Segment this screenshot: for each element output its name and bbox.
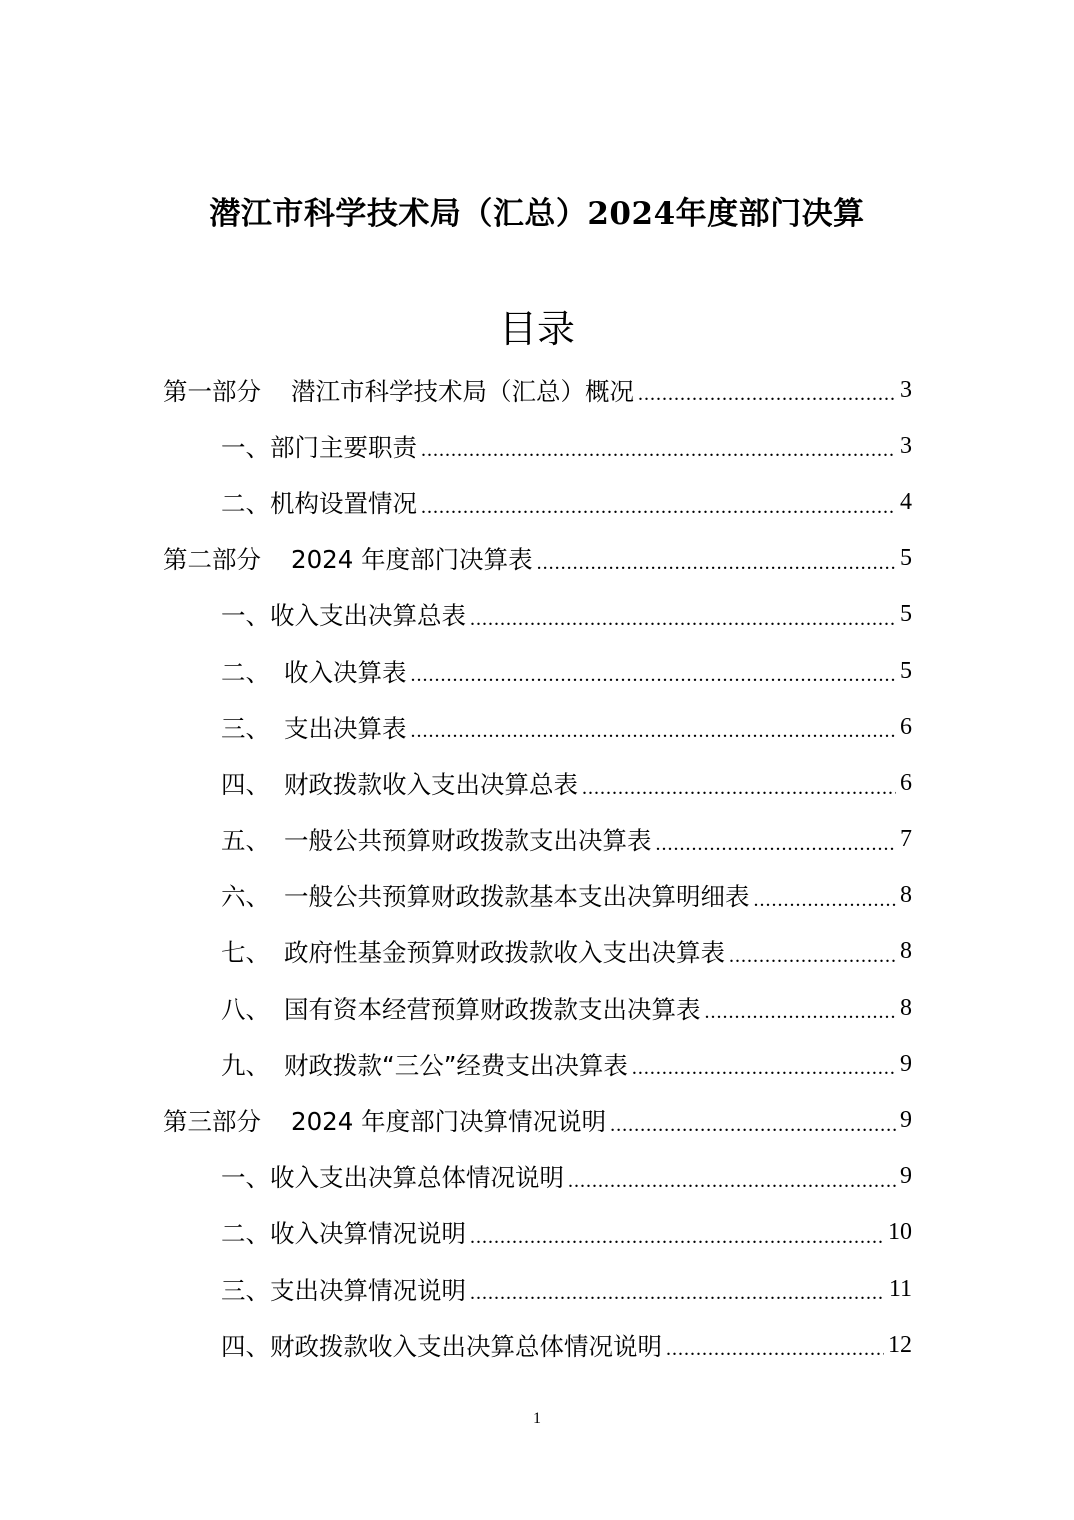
- toc-entry-page: 5: [900, 545, 912, 572]
- toc-entry-page: 9: [900, 1163, 912, 1190]
- toc-entry-part-2[interactable]: [0, 531, 1074, 587]
- toc-entry-page: 8: [900, 994, 912, 1021]
- toc-entry-text: 2024 年度部门决算情况说明: [291, 1107, 607, 1137]
- toc-entry-expense-table[interactable]: [0, 699, 1074, 755]
- toc-entry-prefix: 三、: [221, 1275, 270, 1305]
- toc-entry-three-public-expenses[interactable]: [0, 1036, 1074, 1092]
- toc-entry-page: 11: [888, 1275, 912, 1302]
- page-number: 1: [533, 1410, 541, 1427]
- toc-entry-prefix: 一、: [221, 1163, 270, 1193]
- dot-leader: [421, 440, 896, 460]
- toc-entry-prefix: 七、: [221, 938, 270, 968]
- toc-entry-text: 2024 年度部门决算表: [291, 545, 533, 575]
- toc-entry-text: 收入支出决算总体情况说明: [270, 1163, 564, 1193]
- toc-entry-page: 8: [900, 882, 912, 909]
- dot-leader: [705, 1002, 897, 1022]
- toc-entry-text: 财政拨款收入支出决算总体情况说明: [270, 1331, 662, 1361]
- toc-entry-page: 5: [900, 657, 912, 684]
- toc-entry-prefix: 二、: [221, 657, 270, 687]
- toc-entry-income-expense-summary[interactable]: [0, 587, 1074, 643]
- toc-entry-page: 7: [900, 826, 912, 853]
- toc-entry-page: 6: [900, 713, 912, 740]
- toc-entry-page: 5: [900, 601, 912, 628]
- toc-entry-text: 财政拨款“三公”经费支出决算表: [284, 1050, 628, 1080]
- dot-leader: [470, 609, 896, 629]
- toc-entry-text: 一般公共预算财政拨款基本支出决算明细表: [284, 882, 750, 912]
- dot-leader: [411, 665, 897, 685]
- toc-entry-overall-explanation[interactable]: [0, 1149, 1074, 1205]
- toc-entry-prefix: 五、: [221, 826, 270, 856]
- toc-entry-page: 12: [888, 1331, 912, 1358]
- toc-entry-text: 部门主要职责: [270, 432, 417, 462]
- toc-entry-prefix: 九、: [221, 1050, 270, 1080]
- toc-entry-text: 支出决算表: [284, 713, 407, 743]
- toc-entry-fiscal-allocation-explanation[interactable]: [0, 1317, 1074, 1373]
- toc-entry-text: 潜江市科学技术局（汇总）概况: [291, 376, 634, 406]
- toc-entry-expense-explanation[interactable]: [0, 1261, 1074, 1317]
- toc-entry-part-3[interactable]: [0, 1092, 1074, 1148]
- toc-entry-part-1[interactable]: [0, 362, 1074, 418]
- toc-entry-text: 机构设置情况: [270, 488, 417, 518]
- table-of-contents: [0, 362, 1074, 1373]
- toc-entry-text: 政府性基金预算财政拨款收入支出决算表: [284, 938, 725, 968]
- dot-leader: [729, 946, 896, 966]
- dot-leader: [666, 1339, 884, 1359]
- toc-entry-prefix: 第一部分: [163, 376, 261, 406]
- toc-entry-state-capital-budget[interactable]: [0, 980, 1074, 1036]
- toc-entry-page: 8: [900, 938, 912, 965]
- dot-leader: [470, 1227, 884, 1247]
- document-title: 潜江市科学技术局（汇总）2024年度部门决算: [209, 196, 865, 232]
- dot-leader: [610, 1115, 896, 1135]
- toc-entry-page: 3: [900, 376, 912, 403]
- toc-entry-prefix: 四、: [221, 769, 270, 799]
- toc-entry-government-fund-budget[interactable]: [0, 924, 1074, 980]
- dot-leader: [632, 1058, 896, 1078]
- toc-entry-income-table[interactable]: [0, 643, 1074, 699]
- dot-leader: [754, 890, 897, 910]
- dot-leader: [470, 1283, 885, 1303]
- toc-entry-organization-setup[interactable]: [0, 474, 1074, 530]
- toc-entry-prefix: 四、: [221, 1331, 270, 1361]
- dot-leader: [421, 497, 896, 517]
- toc-heading: 目录: [498, 307, 575, 351]
- toc-entry-text: 收入支出决算总表: [270, 601, 466, 631]
- dot-leader: [638, 384, 896, 404]
- toc-entry-text: 支出决算情况说明: [270, 1275, 466, 1305]
- toc-entry-general-budget-expense[interactable]: [0, 812, 1074, 868]
- toc-entry-prefix: 第二部分: [163, 545, 261, 575]
- toc-entry-prefix: 八、: [221, 994, 270, 1024]
- toc-entry-text: 财政拨款收入支出决算总表: [284, 769, 578, 799]
- dot-leader: [411, 721, 897, 741]
- toc-entry-text: 一般公共预算财政拨款支出决算表: [284, 826, 652, 856]
- dot-leader: [582, 778, 896, 798]
- toc-entry-text: 收入决算情况说明: [270, 1219, 466, 1249]
- toc-entry-page: 9: [900, 1050, 912, 1077]
- toc-entry-prefix: 二、: [221, 1219, 270, 1249]
- dot-leader: [537, 553, 896, 573]
- toc-entry-page: 4: [900, 488, 912, 515]
- toc-entry-fiscal-allocation-summary[interactable]: [0, 755, 1074, 811]
- toc-entry-general-budget-basic-detail[interactable]: [0, 868, 1074, 924]
- toc-entry-prefix: 第三部分: [163, 1107, 261, 1137]
- toc-entry-page: 10: [888, 1219, 912, 1246]
- toc-entry-page: 9: [900, 1107, 912, 1134]
- toc-entry-prefix: 一、: [221, 601, 270, 631]
- toc-entry-prefix: 六、: [221, 882, 270, 912]
- dot-leader: [568, 1171, 896, 1191]
- toc-entry-prefix: 一、: [221, 432, 270, 462]
- dot-leader: [656, 834, 897, 854]
- toc-entry-prefix: 二、: [221, 488, 270, 518]
- toc-entry-page: 6: [900, 769, 912, 796]
- toc-entry-text: 国有资本经营预算财政拨款支出决算表: [284, 994, 701, 1024]
- toc-entry-department-duties[interactable]: [0, 418, 1074, 474]
- toc-entry-text: 收入决算表: [284, 657, 407, 687]
- toc-entry-prefix: 三、: [221, 713, 270, 743]
- toc-entry-income-explanation[interactable]: [0, 1205, 1074, 1261]
- toc-entry-page: 3: [900, 432, 912, 459]
